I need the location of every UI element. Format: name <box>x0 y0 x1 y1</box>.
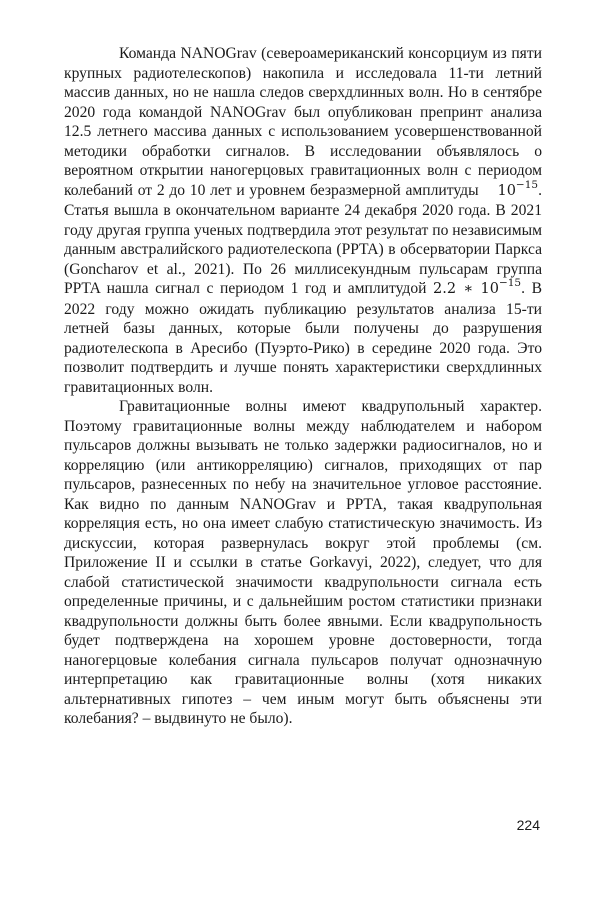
paragraph-1-text-c: . В 2022 году можно ожидать публикацию результатов анализа 15-ти летней базы данных, которые были получены до разрушения радиотелескопа в Аресибо (Пуэрто-Рико) в середине 2020 года. Это позволит подтвердить и лучше понять характеристики сверхдлинных гравитационных волн. <box>64 280 542 396</box>
body-text <box>64 44 542 729</box>
amplitude-base: 10 <box>497 182 516 199</box>
pulsar-amplitude-base: 2.2 ∗ 10 <box>433 281 499 297</box>
pulsar-amplitude-exponent: −15 <box>498 277 522 290</box>
paragraph-1-text-a: Команда NANOGrav (североамериканский консорциум из пяти крупных радиотелескопов) накопила и исследовала 11-ти летний массив данных, но не нашла следов сверхдлинных волн. Но в сентябре 2020 года командой NANOGrav был опубликован препринт анализа 12.5 летнего массива данных с использованием усовершенствованной методики обработки сигналов. В исследовании объявлялось о вероятном открытии наногерцовых гравитационных волн с периодом колебаний от 2 до 10 лет и уровнем безразмерной амплитуды <box>64 45 542 199</box>
amplitude-exponent: −15 <box>515 178 539 191</box>
pulsar-amplitude-formula <box>433 277 522 297</box>
page-number: 224 <box>516 817 540 833</box>
paragraph-quadrupole: Гравитационные волны имеют квадрупольный характер. Поэтому гравитационные волны между наблюдателем и набором пульсаров должны вызывать не только задержки радиосигналов, но и корреляцию (или антикорреляцию) сигналов, приходящих от пар пульсаров, разнесенных по небу на значительное угловое расстояние. Как видно по данным NANOGrav и PPTA, такая квадрупольная корреляция есть, но она имеет слабую статистическую значимость. Из дискуссии, которая развернулась вокруг этой проблемы (см. Приложение II и ссылки в статье Gorkavyi, 2022), следует, что для слабой статистической значимости квадрупольности сигнала есть определенные причины, и с дальнейшим ростом статистики признаки квадрупольности должны быть более явными. Если квадрупольность будет подтверждена на хорошем уровне достоверности, тогда наногерцовые колебания сигнала пульсаров получат однозначную интерпретацию как гравитационные волны (хотя никаких альтернативных гипотез – чем иным могут быть объяснены эти колебания? – выдвинуто не было). <box>64 398 542 727</box>
paragraph-1-text-b: . Статья вышла в окончательном варианте 24 декабря 2020 года. В 2021 году другая группа ученых подтвердила этот результат по независимым данным австралийского радиотелескопа (PPTA) в обсерватории Паркса (Goncharov et al., 2021). По 26 миллисекундным пульсарам группа PPTA нашла сигнал с периодом 1 год и амплитудой <box>64 181 542 297</box>
paragraph-nanograv <box>64 44 542 397</box>
amplitude-formula <box>497 178 539 199</box>
